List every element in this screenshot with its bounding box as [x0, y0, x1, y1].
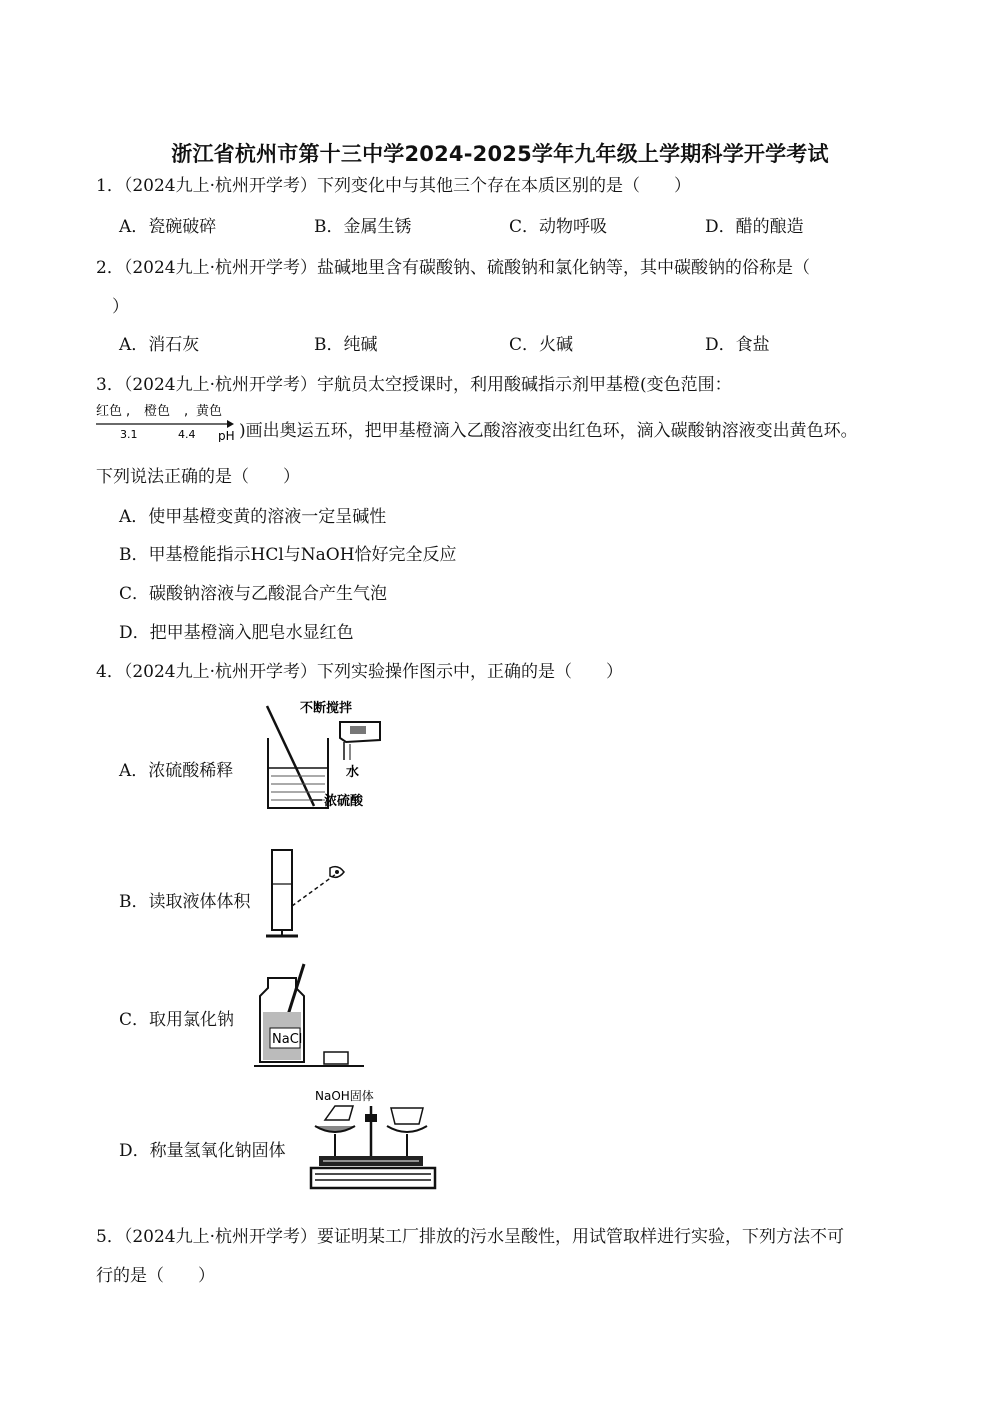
question-stem: 下列变化中与其他三个存在本质区别的是（ ）: [317, 176, 691, 196]
scale-tick-4-4: 4.4: [178, 428, 196, 441]
question-number: 1．: [96, 176, 124, 196]
q4-option-d[interactable]: D．称量氢氧化钠固体: [119, 1141, 286, 1161]
question-source: （2024九上·杭州开学考）: [123, 662, 317, 682]
balance-base-icon: [311, 1168, 435, 1188]
label-conc-acid: 浓硫酸: [324, 794, 364, 809]
scale-label-red: 红色: [96, 404, 123, 419]
question-number: 5．: [96, 1227, 124, 1247]
question-source: （2024九上·杭州开学考）: [123, 258, 317, 278]
q1-option-c[interactable]: C．动物呼吸: [509, 217, 608, 237]
figure-take-nacl: [252, 960, 367, 1072]
q2-option-c[interactable]: C．火碱: [509, 335, 574, 355]
label-nacl: NaCl: [272, 1032, 303, 1047]
question-stem: 宇航员太空授课时，利用酸碱指示剂甲基橙(变色范围：: [317, 375, 732, 395]
label-water: 水: [346, 765, 360, 780]
q3-option-a[interactable]: A．使甲基橙变黄的溶液一定呈碱性: [119, 507, 387, 527]
question-3-continuation-2: 下列说法正确的是（ ）: [96, 467, 300, 487]
q2-option-b[interactable]: B．纯碱: [314, 335, 378, 355]
methyl-orange-ph-scale: [94, 400, 239, 442]
question-source: （2024九上·杭州开学考）: [123, 375, 317, 395]
left-pan-icon: [315, 1126, 355, 1132]
q4-option-a[interactable]: A．浓硫酸稀释: [119, 761, 234, 781]
glass-rod-icon: [267, 706, 314, 806]
question-source: （2024九上·杭州开学考）: [123, 176, 317, 196]
question-stem: 下列实验操作图示中，正确的是（ ）: [317, 662, 623, 682]
q4-option-c[interactable]: C．取用氯化钠: [119, 1010, 235, 1030]
question-number: 4．: [96, 662, 124, 682]
question-stem: 要证明某工厂排放的污水呈酸性，用试管取样进行实验，下列方法不可: [317, 1227, 844, 1247]
question-3-continuation: )画出奥运五环，把甲基橙滴入乙酸溶液变出红色环，滴入碳酸钠溶液变出黄色环。: [239, 421, 858, 441]
question-2-continuation: ）: [112, 297, 129, 317]
q3-option-d[interactable]: D．把甲基橙滴入肥皂水显红色: [119, 623, 354, 643]
q1-option-a[interactable]: A．瓷碗破碎: [119, 217, 217, 237]
stopper-icon: [324, 1052, 348, 1064]
q1-option-d[interactable]: D．醋的酿造: [705, 217, 804, 237]
question-5-continuation: 行的是（ ）: [96, 1266, 215, 1286]
figure-acid-dilution: [262, 698, 387, 816]
question-5: [96, 1225, 844, 1249]
q3-option-b[interactable]: B．甲基橙能指示HCl与NaOH恰好完全反应: [119, 545, 457, 565]
question-source: （2024九上·杭州开学考）: [123, 1227, 317, 1247]
scale-axis-ph: pH: [218, 429, 235, 442]
question-1: [96, 174, 691, 198]
label-naoh: NaOH固体: [315, 1089, 374, 1103]
figure-weigh-naoh: [305, 1084, 440, 1194]
graduated-cylinder-icon: [272, 850, 292, 930]
q4-option-b[interactable]: B．读取液体体积: [119, 892, 251, 912]
question-number: 3．: [96, 375, 124, 395]
q2-option-a[interactable]: A．消石灰: [119, 335, 200, 355]
question-stem: 盐碱地里含有碳酸钠、硫酸钠和氯化钠等，其中碳酸钠的俗称是（: [317, 258, 810, 278]
q2-option-d[interactable]: D．食盐: [705, 335, 770, 355]
scale-label-yellow: 黄色: [196, 404, 223, 419]
scale-label-orange: 橙色: [144, 404, 171, 419]
question-4: [96, 660, 623, 684]
figure-read-volume: [264, 848, 354, 942]
scale-arrow-head: [227, 420, 234, 428]
question-2: [96, 256, 810, 280]
svg-text:,: ,: [126, 404, 131, 419]
scale-tick-3-1: 3.1: [120, 428, 138, 441]
page-title: 浙江省杭州市第十三中学2024-2025学年九年级上学期科学开学考试: [171, 142, 829, 166]
q1-option-b[interactable]: B．金属生锈: [314, 217, 412, 237]
right-pan-icon: [387, 1126, 427, 1132]
q3-option-c[interactable]: C．碳酸钠溶液与乙酸混合产生气泡: [119, 584, 388, 604]
left-pan-weight-icon: [325, 1106, 353, 1120]
question-3: [96, 373, 732, 397]
question-number: 2．: [96, 258, 124, 278]
label-stir: 不断搅拌: [300, 701, 353, 716]
svg-text:,: ,: [184, 404, 189, 419]
